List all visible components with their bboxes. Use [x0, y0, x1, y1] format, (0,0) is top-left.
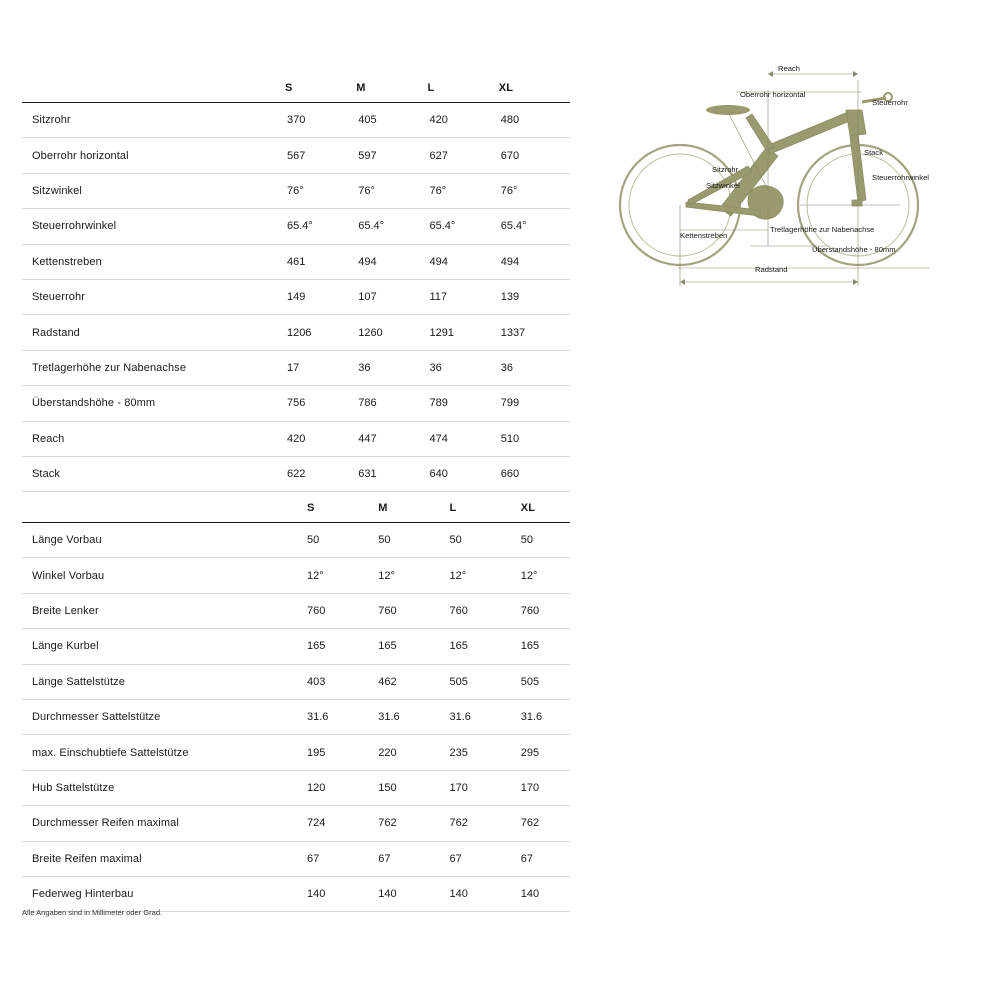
- cell-s: 567: [286, 149, 306, 162]
- cell-s: 50: [306, 534, 320, 547]
- row-label: Federweg Hinterbau: [32, 888, 134, 901]
- table-row: [22, 173, 570, 208]
- cell-m: 447: [358, 432, 377, 445]
- label-stack: Stack: [864, 148, 883, 157]
- cell-xl: 31.6: [520, 711, 543, 724]
- cell-s: 370: [286, 114, 306, 127]
- cell-l: 420: [429, 114, 448, 127]
- label-reach: Reach: [778, 64, 800, 73]
- cell-m: 762: [378, 817, 397, 830]
- cell-l: 762: [449, 817, 468, 830]
- table-row: [22, 244, 570, 279]
- cell-xl: 660: [500, 468, 520, 481]
- table-row: [22, 209, 570, 244]
- components-table-head: [22, 484, 570, 523]
- column-header-empty: [22, 484, 285, 523]
- cell-m: 107: [358, 291, 377, 304]
- cell-xl: 762: [520, 817, 540, 830]
- cell-s: 461: [286, 255, 306, 268]
- components-table-body: [22, 523, 570, 912]
- table-row: [22, 806, 570, 841]
- cell-s: 1206: [286, 326, 312, 339]
- row-label: Überstandshöhe - 80mm: [32, 397, 156, 410]
- geometry-table-head: [22, 64, 570, 103]
- cell-m: 597: [358, 149, 377, 162]
- cell-s: 31.6: [306, 711, 329, 724]
- table-row: [22, 279, 570, 314]
- geometry-table: [22, 64, 570, 492]
- cell-s: 65.4°: [286, 220, 313, 233]
- column-header-l: L: [449, 502, 457, 514]
- table-row: [22, 350, 570, 385]
- row-label: Sitzwinkel: [32, 184, 82, 197]
- table-row: [22, 523, 570, 558]
- row-label: Steuerrohrwinkel: [32, 220, 117, 233]
- cell-l: 31.6: [449, 711, 471, 724]
- cell-m: 220: [378, 746, 397, 759]
- cell-l: 140: [449, 888, 468, 901]
- row-label: Durchmesser Reifen maximal: [32, 817, 179, 830]
- row-label: Durchmesser Sattelstütze: [32, 711, 161, 724]
- cell-s: 17: [286, 361, 300, 374]
- cell-s: 724: [306, 817, 326, 830]
- cell-xl: 1337: [500, 326, 526, 339]
- cell-l: 640: [429, 468, 448, 481]
- cell-s: 403: [306, 675, 326, 688]
- label-sitzwinkel: Sitzwinkel: [706, 181, 740, 190]
- cell-s: 149: [286, 291, 306, 304]
- cell-xl: 140: [520, 888, 540, 901]
- table-row: [22, 699, 570, 734]
- cell-l: 67: [449, 852, 462, 865]
- cell-l: 165: [449, 640, 468, 653]
- cell-xl: 494: [500, 255, 520, 268]
- cell-l: 1291: [429, 326, 454, 339]
- table-row: [22, 664, 570, 699]
- cell-m: 760: [378, 604, 397, 617]
- column-header-m: M: [378, 502, 388, 514]
- cell-xl: 67: [520, 852, 533, 865]
- cell-m: 67: [378, 852, 391, 865]
- table-row: [22, 138, 570, 173]
- table-header-row: [22, 484, 570, 523]
- cell-s: 67: [306, 852, 320, 865]
- row-label: Reach: [32, 432, 65, 445]
- table-row: [22, 386, 570, 421]
- label-sitzrohr: Sitzrohr: [712, 165, 739, 174]
- cell-s: 12°: [306, 569, 324, 582]
- geometry-table-body: [22, 103, 570, 492]
- label-ueberstandshoehe: Überstandshöhe - 80mm: [812, 245, 896, 254]
- table-row: [22, 735, 570, 770]
- cell-l: 117: [429, 291, 447, 304]
- row-label: Hub Sattelstütze: [32, 781, 115, 794]
- table-row: [22, 629, 570, 664]
- row-label: Länge Kurbel: [32, 640, 99, 653]
- components-table: [22, 484, 570, 912]
- cell-xl: 50: [520, 534, 533, 547]
- column-header-empty: [22, 64, 285, 103]
- cell-l: 65.4°: [429, 220, 456, 233]
- cell-xl: 12°: [520, 569, 538, 582]
- cell-s: 420: [286, 432, 306, 445]
- row-label: Länge Vorbau: [32, 534, 102, 547]
- table-row: [22, 558, 570, 593]
- table-row: [22, 841, 570, 876]
- row-label: Breite Lenker: [32, 604, 99, 617]
- cell-xl: 799: [500, 397, 520, 410]
- table-row: [22, 421, 570, 456]
- cell-m: 50: [378, 534, 391, 547]
- cell-l: 235: [449, 746, 468, 759]
- cell-xl: 480: [500, 114, 520, 127]
- row-label: Tretlagerhöhe zur Nabenachse: [32, 361, 187, 374]
- row-label: max. Einschubtiefe Sattelstütze: [32, 746, 189, 759]
- row-label: Radstand: [32, 326, 80, 339]
- row-label: Breite Reifen maximal: [32, 852, 142, 865]
- label-radstand: Radstand: [755, 265, 788, 274]
- cell-l: 760: [449, 604, 468, 617]
- cell-s: 140: [306, 888, 326, 901]
- cell-m: 31.6: [378, 711, 400, 724]
- table-header-row: [22, 64, 570, 103]
- row-label: Kettenstreben: [32, 255, 102, 268]
- cell-xl: 170: [520, 781, 540, 794]
- row-label: Winkel Vorbau: [32, 569, 105, 582]
- cell-m: 494: [358, 255, 377, 268]
- cell-l: 36: [429, 361, 442, 374]
- cell-l: 789: [429, 397, 448, 410]
- cell-m: 150: [378, 781, 397, 794]
- table-row: [22, 770, 570, 805]
- cell-l: 474: [429, 432, 448, 445]
- cell-l: 12°: [449, 569, 467, 582]
- cell-m: 12°: [378, 569, 395, 582]
- table-row: [22, 315, 570, 350]
- cell-xl: 76°: [500, 184, 518, 197]
- cell-m: 36: [358, 361, 371, 374]
- cell-xl: 165: [520, 640, 540, 653]
- column-header-s: S: [306, 502, 315, 514]
- row-label: Stack: [32, 468, 61, 481]
- table-row: [22, 876, 570, 911]
- row-label: Sitzrohr: [32, 114, 71, 127]
- label-steuerrohrwinkel: Steuerrohrwinkel: [872, 173, 929, 182]
- cell-xl: 36: [500, 361, 513, 374]
- cell-m: 631: [358, 468, 377, 481]
- cell-l: 50: [449, 534, 462, 547]
- cell-m: 1260: [358, 326, 383, 339]
- column-header-xl: XL: [520, 502, 536, 514]
- cell-s: 76°: [286, 184, 304, 197]
- cell-xl: 139: [500, 291, 520, 304]
- column-header-m: M: [356, 82, 366, 94]
- row-label: Steuerrohr: [32, 291, 85, 304]
- column-header-xl: XL: [498, 82, 514, 94]
- cell-s: 120: [306, 781, 326, 794]
- cell-m: 140: [378, 888, 397, 901]
- row-label: Oberrohr horizontal: [32, 149, 129, 162]
- cell-xl: 760: [520, 604, 540, 617]
- cell-l: 170: [449, 781, 468, 794]
- column-header-s: S: [284, 82, 293, 94]
- column-header-l: L: [427, 82, 435, 94]
- cell-s: 622: [286, 468, 306, 481]
- cell-m: 65.4°: [358, 220, 385, 233]
- table-row: [22, 593, 570, 628]
- cell-xl: 295: [520, 746, 540, 759]
- cell-xl: 510: [500, 432, 520, 445]
- label-steuerrohr: Steuerrohr: [872, 98, 908, 107]
- cell-m: 76°: [358, 184, 375, 197]
- cell-m: 405: [358, 114, 377, 127]
- cell-m: 786: [358, 397, 377, 410]
- cell-l: 505: [449, 675, 468, 688]
- cell-s: 165: [306, 640, 326, 653]
- cell-l: 494: [429, 255, 448, 268]
- cell-l: 76°: [429, 184, 447, 197]
- cell-s: 760: [306, 604, 326, 617]
- label-tretlagerhoehe: Tretlagerhöhe zur Nabenachse: [770, 225, 875, 234]
- cell-m: 462: [378, 675, 397, 688]
- label-oberrohr-horizontal: Oberrohr horizontal: [740, 90, 806, 99]
- cell-xl: 505: [520, 675, 540, 688]
- cell-l: 627: [429, 149, 448, 162]
- cell-s: 756: [286, 397, 306, 410]
- cell-xl: 670: [500, 149, 520, 162]
- bike-geometry-diagram: [600, 50, 980, 290]
- table-row: [22, 103, 570, 138]
- footnote: Alle Angaben sind in Millimeter oder Grad.: [22, 908, 163, 917]
- label-kettenstreben: Kettenstreben: [680, 231, 728, 240]
- row-label: Länge Sattelstütze: [32, 675, 125, 688]
- cell-s: 195: [306, 746, 326, 759]
- cell-xl: 65.4°: [500, 220, 527, 233]
- cell-m: 165: [378, 640, 397, 653]
